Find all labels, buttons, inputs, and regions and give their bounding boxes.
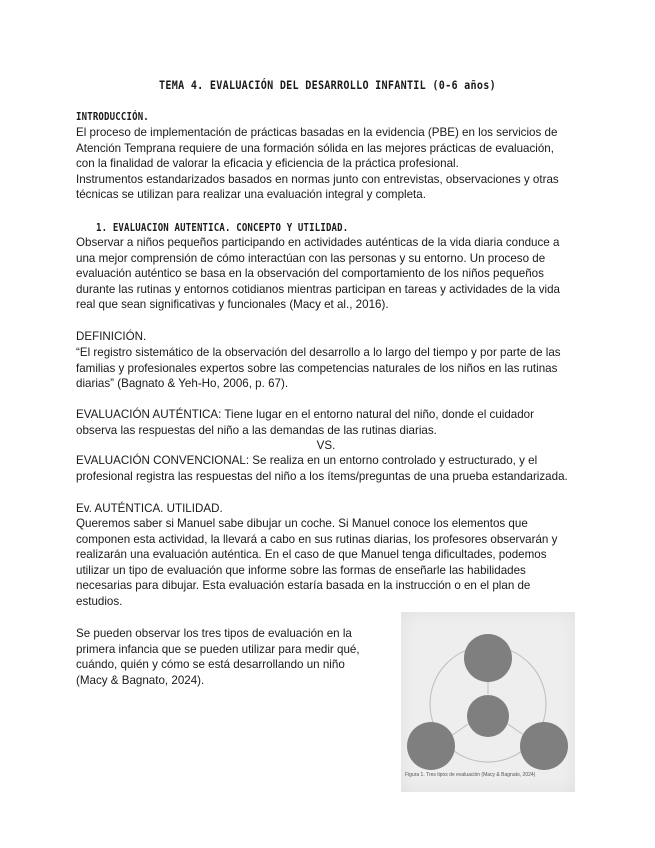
text-line: observa las respuestas del niño a las demandas de las rutinas diarias. <box>76 423 437 437</box>
authentic-paragraph <box>76 407 576 438</box>
top-circle <box>464 634 512 682</box>
right-circle <box>520 722 568 770</box>
text-line: diarias” (Bagnato & Yeh-Ho, 2006, p. 67). <box>76 377 289 391</box>
left-circle <box>407 722 455 770</box>
text-line: “El registro sistemático de la observación del desarrollo a lo largo del tiempo y por parte de las <box>76 346 561 359</box>
vs-separator: VS. <box>316 439 336 452</box>
text-line: componen esta actividad, la llevará a cabo en sus rutinas diarias, los profesores observarán y <box>76 532 558 546</box>
evaluation-cycle-diagram <box>401 612 575 772</box>
text-line: durante las rutinas y entornos cotidianos mientras participan en tareas y actividades de la vida <box>76 282 560 296</box>
text-line: una mejor comprensión de cómo interactúan con las personas y su entorno. Un proceso de <box>76 251 546 265</box>
text-line: EVALUACIÓN CONVENCIONAL: Se realiza en un entorno controlado y estructurado, y el <box>76 454 538 467</box>
text-line: familias y profesionales expertos sobre las competencias naturales de los niños en las rutinas <box>76 361 558 375</box>
text-line: primera infancia que se pueden utilizar para medir qué, <box>76 642 360 656</box>
text-line: estudios. <box>76 594 123 608</box>
utility-paragraph <box>76 516 576 610</box>
utility-label: Ev. AUTÉNTICA. UTILIDAD. <box>76 502 223 515</box>
section1-heading: 1. EVALUACION AUTENTICA. CONCEPTO Y UTILIDAD. <box>96 222 349 234</box>
text-line: Atención Temprana requiere de una formación sólida en las mejores prácticas de evaluación, <box>76 141 554 155</box>
page-title: TEMA 4. EVALUACIÓN DEL DESARROLLO INFANTIL (0-6 años) <box>159 78 496 92</box>
text-line: con la finalidad de valorar la eficacia y eficiencia de la práctica profesional. <box>76 157 459 171</box>
evaluation-types-figure <box>401 612 575 792</box>
text-line: El proceso de implementación de prácticas basadas en la evidencia (PBE) en los servicios de <box>76 126 558 139</box>
text-line: técnicas se utilizan para realizar una evaluación integral y completa. <box>76 188 426 202</box>
definition-paragraph <box>76 345 576 392</box>
text-line: (Macy & Bagnato, 2024). <box>76 673 205 687</box>
text-line: real que sean significativas y funcionales (Macy et al., 2016). <box>76 298 389 312</box>
text-line: utilizar un tipo de evaluación que informe sobre las formas de enseñarle las habilidades <box>76 563 526 577</box>
figure-caption: Figura 1. Tres tipos de evaluación (Macy & Bagnato, 2024) <box>405 772 536 778</box>
text-line: necesarias para dibujar. Esta evaluación estaría basada en la instrucción o en el plan de <box>76 579 531 593</box>
text-line: Observar a niños pequeños participando en actividades auténticas de la vida diaria conduce a <box>76 236 560 249</box>
text-line: cuándo, quién y cómo se está desarrollando un niño <box>76 658 345 672</box>
conventional-paragraph <box>76 453 576 484</box>
text-line: profesional registra las respuestas del niño a los ítems/preguntas de una prueba estandarizada. <box>76 469 568 483</box>
intro-heading: INTRODUCCIÓN. <box>76 111 149 123</box>
intro-paragraph <box>76 125 576 203</box>
text-line: EVALUACIÓN AUTÉNTICA: Tiene lugar en el entorno natural del niño, donde el cuidador <box>76 408 534 421</box>
text-line: evaluación auténtico se basa en la observación del comportamiento de los niños pequeños <box>76 267 544 281</box>
definition-label: DEFINICIÓN. <box>76 330 147 343</box>
center-circle <box>467 695 509 737</box>
text-line: Instrumentos estandarizados basados en normas junto con entrevistas, observaciones y otras <box>76 172 559 186</box>
text-line: Queremos saber si Manuel sabe dibujar un coche. Si Manuel conoce los elementos que <box>76 517 528 530</box>
text-line: realizarán una evaluación auténtica. En el caso de que Manuel tenga dificultades, podemos <box>76 548 547 562</box>
text-line: Se pueden observar los tres tipos de evaluación en la <box>76 627 352 640</box>
section1-paragraph <box>76 235 576 313</box>
